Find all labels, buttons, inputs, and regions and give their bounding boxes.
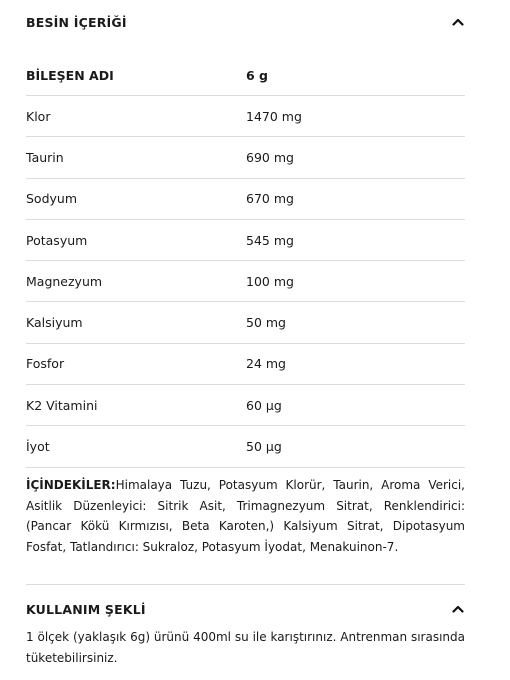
ingredient-amount: 50 µg bbox=[246, 426, 465, 467]
section-divider bbox=[26, 584, 465, 585]
ingredient-name: Taurin bbox=[26, 137, 246, 178]
ingredient-name: Kalsiyum bbox=[26, 302, 246, 343]
table-row bbox=[26, 261, 465, 302]
ingredient-amount: 100 mg bbox=[246, 261, 465, 302]
ingredient-amount: 50 mg bbox=[246, 302, 465, 343]
ingredient-name: K2 Vitamini bbox=[26, 385, 246, 426]
ingredient-amount: 690 mg bbox=[246, 137, 465, 178]
ingredients-list: Himalaya Tuzu, Potasyum Klorür, Taurin, Aroma Verici, Asitlik Düzenleyici: Sitrik Asit, Trimagnezyum Sitrat, Renklendirici: (Pancar Kökü Kırmızısı, Beta Karoten,) Kalsiyum Sitrat, Dipotasyum Fosfat, Tatlandırıcı: Sukraloz, Potasyum İyodat, Menakuinon-7. bbox=[26, 478, 465, 554]
ingredient-amount: 24 mg bbox=[246, 343, 465, 384]
ingredient-amount: 670 mg bbox=[246, 178, 465, 219]
table-row bbox=[26, 343, 465, 384]
table-row bbox=[26, 178, 465, 219]
table-row bbox=[26, 426, 465, 467]
table-row bbox=[26, 96, 465, 137]
table-row bbox=[26, 385, 465, 426]
chevron-up-icon[interactable] bbox=[451, 15, 465, 29]
table-header-row bbox=[26, 56, 465, 96]
nutrition-section-header[interactable] bbox=[26, 11, 465, 33]
ingredient-name: Magnezyum bbox=[26, 261, 246, 302]
table-row bbox=[26, 137, 465, 178]
usage-section-header[interactable] bbox=[26, 598, 465, 620]
nutrition-section-title: BESİN İÇERİĞİ bbox=[26, 14, 127, 30]
ingredient-amount: 1470 mg bbox=[246, 96, 465, 137]
chevron-up-icon[interactable] bbox=[451, 602, 465, 616]
table-row bbox=[26, 219, 465, 260]
ingredient-amount: 60 µg bbox=[246, 385, 465, 426]
ingredient-name: İyot bbox=[26, 426, 246, 467]
column-header-name: BİLEŞEN ADI bbox=[26, 56, 246, 96]
usage-section-title: KULLANIM ŞEKLİ bbox=[26, 601, 146, 617]
ingredient-amount: 545 mg bbox=[246, 219, 465, 260]
ingredient-name: Klor bbox=[26, 96, 246, 137]
table-row bbox=[26, 302, 465, 343]
ingredients-label: İÇİNDEKİLER: bbox=[26, 478, 116, 492]
column-header-amount: 6 g bbox=[246, 56, 465, 96]
ingredients-text bbox=[26, 475, 465, 557]
ingredient-name: Potasyum bbox=[26, 219, 246, 260]
ingredient-name: Sodyum bbox=[26, 178, 246, 219]
usage-text: 1 ölçek (yaklaşık 6g) ürünü 400ml su ile karıştırınız. Antrenman sırasında tüketebilirsiniz. bbox=[26, 630, 465, 665]
ingredient-name: Fosfor bbox=[26, 343, 246, 384]
nutrition-table bbox=[26, 56, 465, 468]
